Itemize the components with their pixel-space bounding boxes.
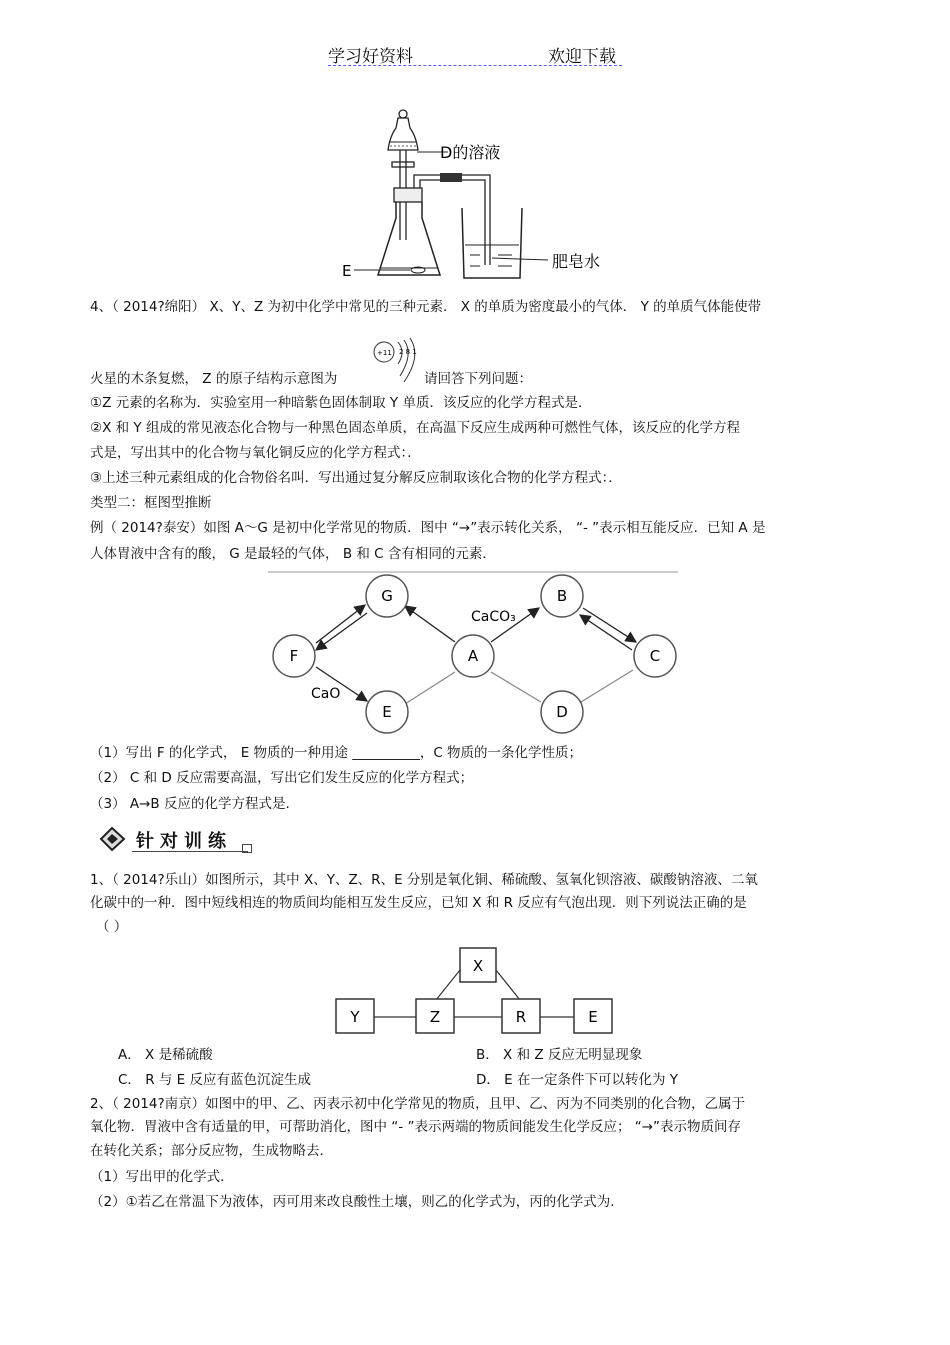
box-x-label: X [472, 957, 484, 975]
q4-line2a: 火星的木条复燃， Z 的原子结构示意图为 [90, 371, 338, 387]
apparatus-label-water: 肥皂水 [552, 252, 601, 271]
ex-question-2: （2） C 和 D 反应需要高温，写出它们发生反应的化学方程式； [90, 770, 474, 786]
p2-line5: （2）①若乙在常温下为液体，丙可用来改良酸性土壤，则乙的化学式为，丙的化学式为. [90, 1194, 615, 1210]
page-header-right [548, 42, 616, 67]
node-a-label: A [467, 647, 479, 665]
atom-shells: 2 8 1 [399, 348, 417, 356]
box-e-label: E [588, 1008, 598, 1026]
type2-example-line1: 例（ 2014?泰安）如图 A～G 是初中化学常见的物质．图中 “→”表示转化关系， “- ”表示相互能反应．已知 A 是 [90, 520, 766, 536]
node-e [366, 691, 408, 733]
q4-line6: ③上述三种元素组成的化合物俗名叫．写出通过复分解反应制取该化合物的化学方程式：． [90, 470, 622, 486]
node-g-label: G [381, 587, 393, 605]
reaction-box-diagram [330, 944, 620, 1036]
p1-line2: 化碳中的一种．图中短线相连的物质间均能相互发生反应，已知 X 和 R 反应有气泡出现．则下列说法正确的是 [90, 895, 747, 911]
q4-line4: ②X 和 Y 组成的常见液态化合物与一种黑色固态单质，在高温下反应生成两种可燃性气体，该反应的化学方程 [90, 420, 740, 436]
p2-line1: 2、（ 2014?南京）如图中的甲、乙、丙表示初中化学常见的物质，且甲、乙、丙为不同类别的化合物，乙属于 [90, 1096, 746, 1112]
p2-line4: （1）写出甲的化学式． [90, 1169, 234, 1185]
q4-line5: 式是，写出其中的化合物与氧化铜反应的化学方程式：． [90, 445, 421, 461]
q4-line3: ①Z 元素的名称为．实验室用一种暗紫色固体制取 Y 单质．该反应的化学方程式是． [90, 395, 592, 411]
inference-diagram [268, 568, 682, 740]
apparatus-label-e: E [342, 262, 352, 280]
node-e-label: E [382, 703, 392, 721]
box-y [336, 999, 374, 1033]
p1-option-c: C． R 与 E 反应有蓝色沉淀生成 [118, 1072, 312, 1088]
node-d-label: D [556, 703, 568, 721]
atom-structure-diagram [370, 336, 430, 384]
box-z [416, 999, 454, 1033]
node-b [541, 575, 583, 617]
page-header [328, 42, 413, 67]
p2-line2: 氧化物．胃液中含有适量的甲，可帮助消化，图中 “- ”表示两端的物质间能发生化学反应； “→”表示物质间存 [90, 1119, 742, 1135]
box-y-label: Y [350, 1008, 360, 1026]
q4-line2b: 请回答下列问题： [424, 371, 532, 387]
ex-question-3: （3） A→B 反应的化学方程式是. [90, 796, 290, 812]
training-banner [96, 824, 252, 854]
p1-option-b: B． X 和 Z 反应无明显现象 [476, 1047, 643, 1063]
type2-heading: 类型二：框图型推断 [90, 495, 212, 511]
banner-ornament-icon [96, 824, 130, 854]
box-r [502, 999, 540, 1033]
node-f [273, 635, 315, 677]
box-r-label: R [515, 1008, 527, 1026]
header-right: 欢迎下载 [548, 47, 616, 67]
p1-line3: （ ） [96, 919, 128, 935]
header-underline [328, 65, 622, 66]
atom-nucleus: +11 [377, 349, 392, 357]
p1-line1: 1、（ 2014?乐山）如图所示，其中 X、Y、Z、R、E 分别是氧化铜、稀硫酸、氢氧化钡溶液、碳酸钠溶液、二氧 [90, 872, 758, 888]
header-left: 学习好资料 [328, 47, 413, 67]
box-e [574, 999, 612, 1033]
p1-option-d: D． E 在一定条件下可以转化为 Y [476, 1072, 679, 1088]
ex-question-1: （1）写出 F 的化学式， E 物质的一种用途 __________，C 物质的一条化学性质； [90, 745, 583, 761]
node-c [634, 635, 676, 677]
node-d [541, 691, 583, 733]
apparatus-figure [330, 100, 630, 285]
label-cao: CaO [311, 686, 341, 702]
box-x [460, 948, 496, 982]
node-a [452, 635, 494, 677]
node-f-label: F [289, 647, 299, 665]
training-banner-text: 针对训练 [136, 831, 232, 852]
node-g [366, 575, 408, 617]
node-c-label: C [649, 647, 661, 665]
apparatus-label-d: D的溶液 [440, 143, 501, 162]
label-caco3: CaCO₃ [471, 609, 516, 625]
type2-example-line2: 人体胃液中含有的酸， G 是最轻的气体， B 和 C 含有相同的元素． [90, 546, 496, 562]
p2-line3: 在转化关系；部分反应物，生成物略去． [90, 1143, 333, 1159]
node-b-label: B [556, 587, 568, 605]
q4-line1: 4、（ 2014?绵阳） X、Y、Z 为初中化学中常见的三种元素． X 的单质为密度最小的气体． Y 的单质气体能使带 [90, 299, 762, 315]
box-z-label: Z [429, 1008, 441, 1026]
p1-option-a: A． X 是稀硫酸 [118, 1047, 213, 1063]
